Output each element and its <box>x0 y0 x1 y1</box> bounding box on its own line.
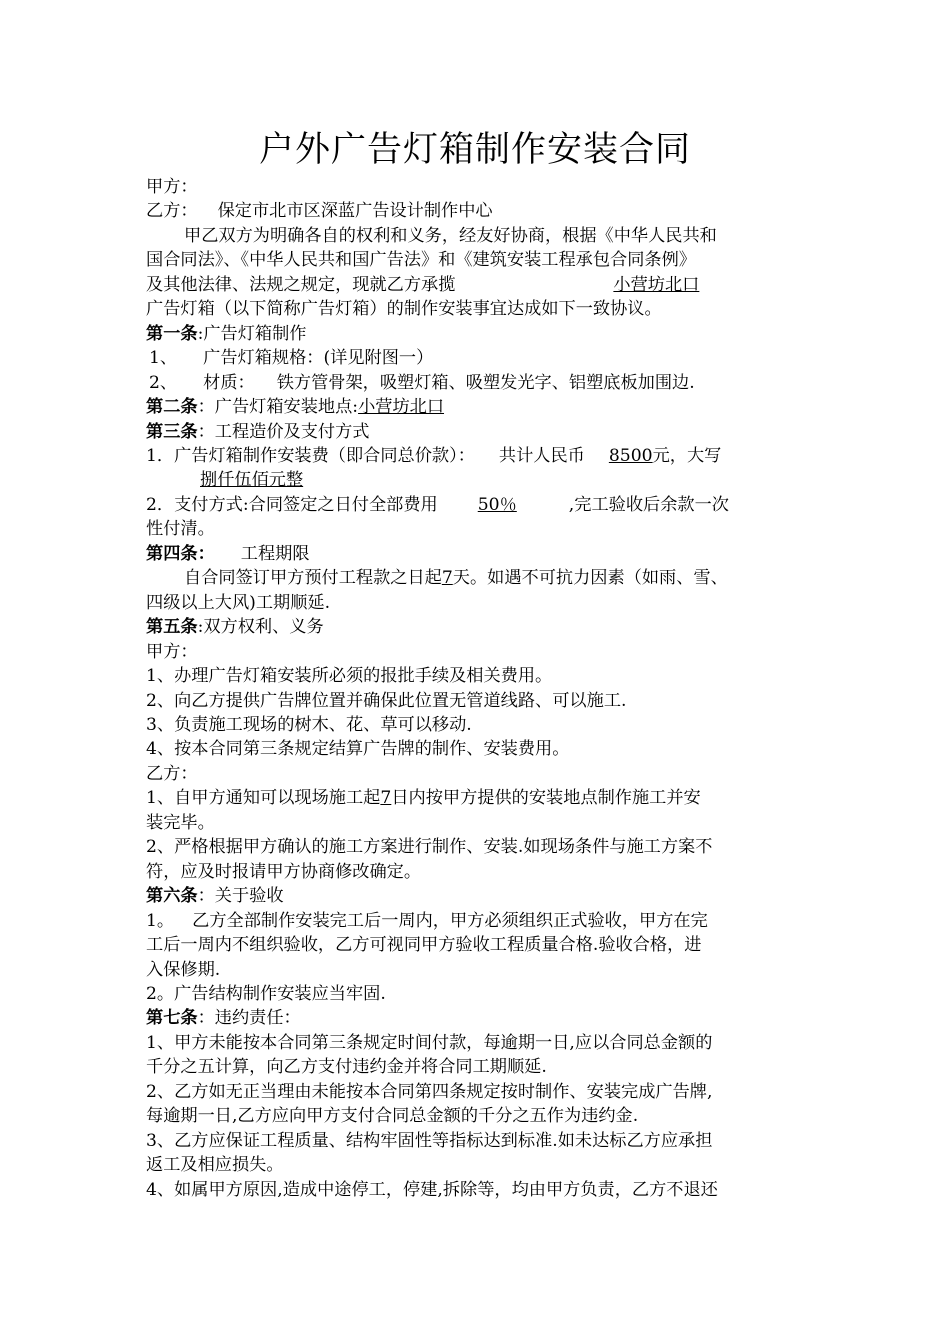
article-5-a-item-2: 2、向乙方提供广告牌位置并确保此位置无管道线路、可以施工. <box>146 690 627 711</box>
document-title: 户外广告灯箱制作安装合同 <box>258 130 691 170</box>
amount-in-words: 捌仟伍佰元整 <box>200 470 304 491</box>
article-3-payment-line: 2．支付方式:合同签定之日付全部费用 50％ ,完工验收后余款一次 <box>146 494 729 515</box>
article-1-item-1: 1、 广告灯箱规格：(详见附图一） <box>149 348 434 369</box>
article-5-b-item-1-cont: 装完毕。 <box>146 812 215 833</box>
article-1-heading: 第一条:广告灯箱制作 <box>146 323 307 344</box>
article-5-a-item-4: 4、按本合同第三条规定结算广告牌的制作、安装费用。 <box>146 739 570 760</box>
party-a-line <box>146 175 816 199</box>
payment-percent: 50％ <box>477 494 517 515</box>
article-6-item-2: 2。广告结构制作安装应当牢固. <box>146 983 386 1004</box>
article-5-a-item-1: 1、办理广告灯箱安装所必须的报批手续及相关费用。 <box>146 666 553 687</box>
intro-line-4: 广告灯箱（以下简称广告灯箱）的制作安装事宜达成如下一致协议。 <box>146 299 662 320</box>
contract-amount: 8500 <box>608 445 653 466</box>
party-b-label: 乙方： <box>146 201 198 222</box>
article-7-item-4: 4、如属甲方原因,造成中途停工，停建,拆除等，均由甲方负责，乙方不退还 <box>146 1179 718 1200</box>
article-4-heading: 第四条： 工程期限 <box>146 543 310 564</box>
article-7-item-1: 1、甲方未能按本合同第三条规定时间付款，每逾期一日,应以合同总金额的 <box>146 1032 713 1053</box>
party-b-name: 保定市北市区深蓝广告设计制作中心 <box>217 201 493 222</box>
article-3-payment-line-2: 性付清。 <box>146 519 215 540</box>
article-4-label: 第四条： <box>146 543 215 564</box>
article-6-heading: 第六条：关于验收 <box>146 886 284 907</box>
article-5-party-a-label: 甲方： <box>146 641 198 662</box>
article-6-item-1-cont-2: 入保修期. <box>146 959 221 980</box>
intro-location: 小营坊北口 <box>613 274 700 295</box>
article-6-label: 第六条 <box>146 886 198 907</box>
article-3-amount-words-line <box>146 468 816 492</box>
party-b-line <box>146 199 816 223</box>
article-1-label: 第一条 <box>146 323 198 344</box>
article-7-item-3: 3、乙方应保证工程质量、结构牢固性等指标达到标准.如未达标乙方应承担 <box>146 1130 713 1151</box>
intro-line-1: 甲乙双方为明确各自的权利和义务，经友好协商，根据《中华人民共和 <box>184 225 717 246</box>
article-3-heading: 第三条：工程造价及支付方式 <box>146 421 370 442</box>
document-body <box>146 175 816 1202</box>
article-6-item-1: 1。 乙方全部制作安装完工后一周内，甲方必须组织正式验收，甲方在完 <box>146 910 708 931</box>
article-5-b-item-2: 2、严格根据甲方确认的施工方案进行制作、安装.如现场条件与施工方案不 <box>146 837 713 858</box>
install-location: 小营坊北口 <box>358 397 445 418</box>
article-4-line-1: 自合同签订甲方预付工程款之日起7天。如遇不可抗力因素（如雨、雪、 <box>184 568 728 589</box>
prepay-days: 7 <box>441 568 453 589</box>
article-4-line-2: 四级以上大风)工期顺延. <box>146 592 331 613</box>
article-3-fee-line: 1．广告灯箱制作安装费（即合同总价款）： 共计人民币 8500元，大写 <box>146 445 722 466</box>
article-7-item-2: 2、乙方如无正当理由未能按本合同第四条规定按时制作、安装完成广告牌, <box>146 1081 713 1102</box>
article-2-label: 第二条 <box>146 397 198 418</box>
article-1-item-2: 2、 材质： 铁方管骨架，吸塑灯箱、吸塑发光字、铝塑底板加围边. <box>149 372 695 393</box>
party-a-label: 甲方： <box>146 177 198 197</box>
article-6-item-1-cont: 工后一周内不组织验收，乙方可视同甲方验收工程质量合格.验收合格，进 <box>146 935 702 956</box>
article-7-item-2-cont: 每逾期一日,乙方应向甲方支付合同总金额的千分之五作为违约金. <box>146 1106 639 1127</box>
article-5-heading: 第五条:双方权利、义务 <box>146 617 324 638</box>
intro-line-2: 国合同法》、《中华人民共和国广告法》和《建筑安装工程承包合同条例》 <box>146 250 696 271</box>
article-3-label: 第三条 <box>146 421 198 442</box>
article-5-label: 第五条 <box>146 617 198 638</box>
intro-line-3: 及其他法律、法规之规定，现就乙方承揽 小营坊北口 <box>146 274 700 295</box>
article-7-item-3-cont: 返工及相应损失。 <box>146 1155 284 1176</box>
article-2-heading: 第二条：广告灯箱安装地点:小营坊北口 <box>146 397 445 418</box>
article-5-a-item-3: 3、负责施工现场的树木、花、草可以移动. <box>146 714 472 735</box>
article-5-b-item-2-cont: 符，应及时报请甲方协商修改确定。 <box>146 861 422 882</box>
construction-days: 7 <box>380 788 392 809</box>
article-7-item-1-cont: 千分之五计算，向乙方支付违约金并将合同工期顺延. <box>146 1057 547 1078</box>
article-5-b-item-1: 1、自甲方通知可以现场施工起7日内按甲方提供的安装地点制作施工并安 <box>146 788 701 809</box>
article-5-party-b-label: 乙方： <box>146 763 198 784</box>
article-7-heading: 第七条：违约责任： <box>146 1008 301 1029</box>
article-7-label: 第七条 <box>146 1008 198 1029</box>
